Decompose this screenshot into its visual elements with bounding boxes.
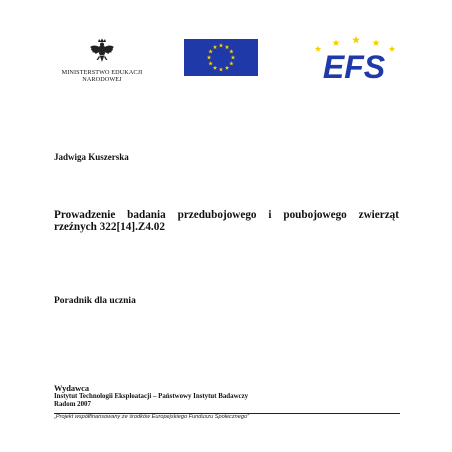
author-name: Jadwiga Kuszerska [54, 152, 129, 162]
ministry-logo [52, 38, 152, 83]
efs-lettering: EFS [322, 49, 386, 84]
efs-star-icon [372, 39, 379, 46]
publisher-block [54, 384, 400, 409]
efs-logo [306, 34, 402, 84]
efs-star-icon [352, 36, 360, 44]
ministry-name-line1: MINISTERSTWO EDUKACJI [61, 69, 143, 76]
eu-flag-icon [184, 39, 258, 76]
efs-star-icon [389, 46, 395, 52]
ministry-name-line2: NARODOWEJ [82, 76, 122, 83]
cofinancing-footnote: „Projekt współfinansowany ze środków Europejskiego Funduszu Społecznego” [54, 414, 249, 420]
polish-eagle-emblem-icon [89, 38, 115, 66]
efs-logo-icon [306, 34, 402, 84]
publisher-name: Instytut Technologii Eksploatacji – Państwowy Instytut Badawczy [54, 393, 249, 400]
document-title: Prowadzenie badania przedubojowego i poubojowego zwierząt rzeźnych 322[14].Z4.02 [54, 209, 399, 233]
efs-star-icon [315, 46, 321, 52]
efs-star-icon [332, 39, 339, 46]
publisher-city-year: Radom 2007 [54, 401, 91, 408]
document-subtitle: Poradnik dla ucznia [54, 296, 136, 306]
publisher-label: Wydawca [54, 384, 90, 393]
eu-flag-logo [184, 39, 258, 76]
